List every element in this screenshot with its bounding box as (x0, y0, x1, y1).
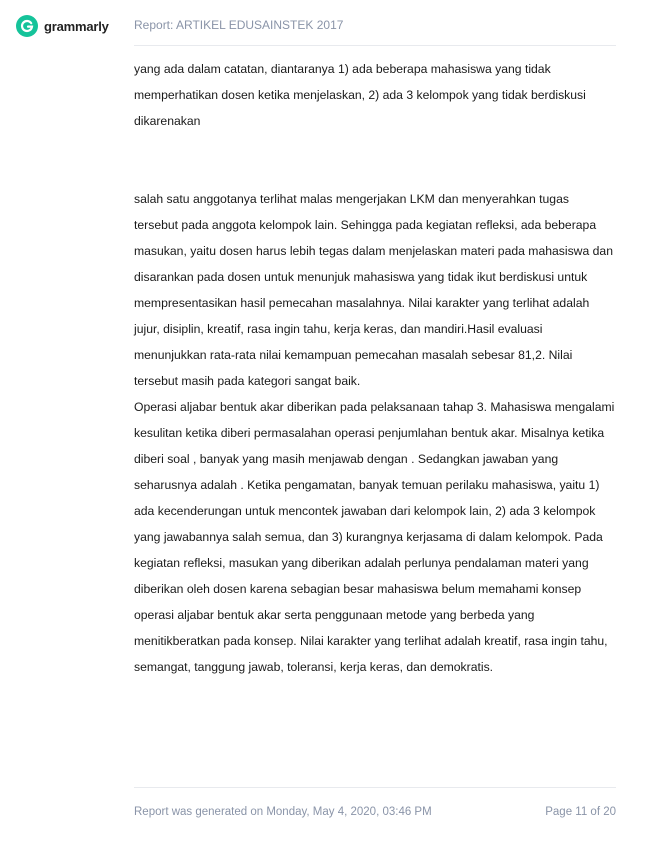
paragraph-3: Operasi aljabar bentuk akar diberikan pada pelaksanaan tahap 3. Mahasiswa mengalami kesulitan ketika diberi permasalahan operasi penjumlahan bentuk akar. Misalnya ketika diberi soal , banyak yang masih menjawab dengan . Sedangkan jawaban yang seharusnya adalah . Ketika pengamatan, banyak temuan perilaku mahasiswa, yaitu 1) ada kecenderungan untuk mencontek jawaban dari kelompok lain, 2) ada 3 kelompok yang jawabannya salah semua, dan 3) kurangnya kerjasama di dalam kelompok. Pada kegiatan refleksi, masukan yang diberikan adalah perlunya pendalaman materi yang diberikan oleh dosen karena sebagian besar mahasiswa belum memahami konsep operasi aljabar bentuk akar serta penggunaan metode yang berbeda yang menitikberatkan pada konsep. Nilai karakter yang terlihat adalah kreatif, rasa ingin tahu, semangat, tanggung jawab, toleransi, kerja keras, dan demokratis. (134, 400, 615, 674)
header-divider (134, 45, 616, 46)
footer-divider (134, 787, 616, 788)
grammarly-g-icon (16, 15, 38, 37)
brand-name: grammarly (44, 18, 109, 34)
generated-timestamp: Report was generated on Monday, May 4, 2020, 03:46 PM (134, 806, 432, 818)
grammarly-logo (16, 15, 109, 37)
paragraph-2: salah satu anggotanya terlihat malas mengerjakan LKM dan menyerahkan tugas tersebut pada anggota kelompok lain. Sehingga pada kegiatan refleksi, ada beberapa masukan, yaitu dosen harus lebih tegas dalam menjelaskan materi pada mahasiswa dan disarankan pada dosen untuk menunjuk mahasiswa yang tidak ikut berdiskusi untuk mempresentasikan hasil pemecahan masalahnya. Nilai karakter yang terlihat adalah jujur, disiplin, kreatif, rasa ingin tahu, kerja keras, dan mandiri.Hasil evaluasi menunjukkan rata-rata nilai kemampuan pemecahan masalah sebesar 81,2. Nilai tersebut masih pada kategori sangat baik. (134, 192, 613, 388)
report-header (16, 14, 616, 42)
page-number: Page 11 of 20 (545, 806, 616, 818)
document-body (134, 56, 616, 680)
report-title: Report: ARTIKEL EDUSAINSTEK 2017 (134, 18, 344, 32)
paragraph-1: yang ada dalam catatan, diantaranya 1) ada beberapa mahasiswa yang tidak memperhatikan dosen ketika menjelaskan, 2) ada 3 kelompok yang tidak berdiskusi dikarenakan (134, 62, 586, 128)
